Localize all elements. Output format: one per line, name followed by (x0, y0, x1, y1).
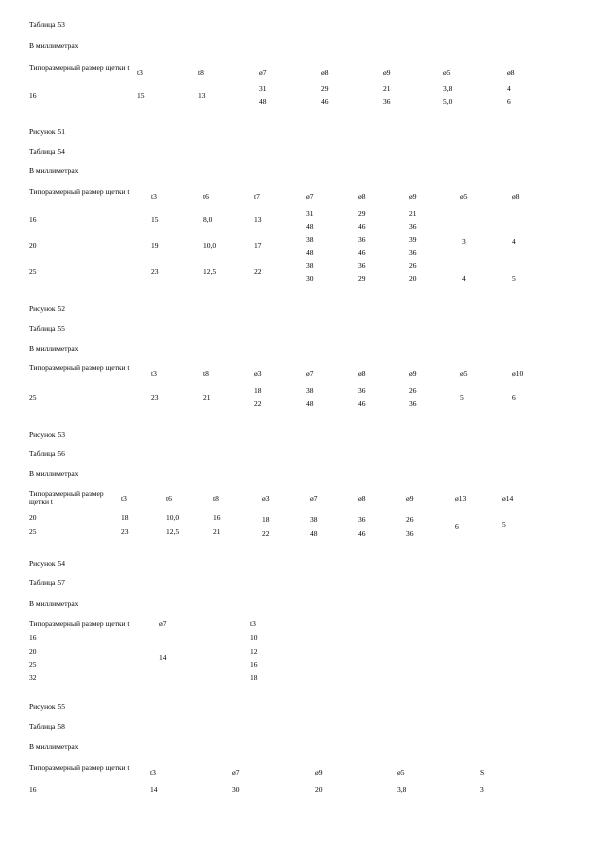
column-header: ø5 (460, 369, 468, 378)
column-header: ø14 (502, 494, 514, 503)
table-cell: 29 (358, 209, 366, 218)
table-cell: 36 (383, 97, 391, 106)
table-cell: 46 (358, 222, 366, 231)
column-header: ø13 (455, 494, 467, 503)
table-title: Таблица 55 (29, 324, 65, 333)
table-unit: В миллиметрах (29, 344, 79, 353)
table-unit: В миллиметрах (29, 41, 79, 50)
table-cell: 23 (121, 527, 129, 536)
table-cell: 12,5 (203, 267, 217, 276)
table-cell: 14 (150, 785, 158, 794)
table-cell: 20 (29, 513, 37, 522)
column-header: ø8 (358, 369, 366, 378)
table-cell: 18 (254, 386, 262, 395)
table-cell: 5,0 (443, 97, 453, 106)
table-cell: 22 (262, 529, 270, 538)
table-cell: 36 (409, 248, 417, 257)
column-header: t3 (250, 619, 256, 628)
table-cell: 6 (512, 393, 516, 402)
column-header: ø10 (512, 369, 524, 378)
column-header: ø9 (383, 68, 391, 77)
table-cell: 38 (306, 235, 314, 244)
table-cell: 36 (406, 529, 414, 538)
table-cell: 10 (250, 633, 258, 642)
table-unit: В миллиметрах (29, 599, 79, 608)
column-header: t3 (150, 768, 156, 777)
table-cell: 18 (250, 673, 258, 682)
column-header: t3 (121, 494, 127, 503)
table-cell: 16 (213, 513, 221, 522)
column-header: t6 (203, 192, 209, 201)
table-cell: 18 (121, 513, 129, 522)
table-cell: 17 (254, 241, 262, 250)
table-cell: 36 (358, 386, 366, 395)
table-cell: 25 (29, 527, 37, 536)
table-unit: В миллиметрах (29, 469, 79, 478)
table-cell: 29 (358, 274, 366, 283)
table-cell: 21 (203, 393, 211, 402)
table-cell: 48 (310, 529, 318, 538)
table-cell: 23 (151, 393, 159, 402)
column-header: S (480, 768, 485, 777)
table-cell: 30 (232, 785, 240, 794)
column-header: Типоразмерный размер щетки t (29, 187, 130, 196)
table-cell: 10,0 (203, 241, 217, 250)
column-header: ø7 (232, 768, 240, 777)
table-cell: 36 (409, 222, 417, 231)
table-cell: 26 (409, 386, 417, 395)
table-cell: 46 (358, 529, 366, 538)
column-header: t3 (137, 68, 143, 77)
table-cell: 36 (358, 261, 366, 270)
table-cell: 38 (310, 515, 318, 524)
table-title: Таблица 53 (29, 20, 65, 29)
table-cell: 19 (151, 241, 159, 250)
column-header: t8 (203, 369, 209, 378)
table-cell: 48 (306, 222, 314, 231)
table-cell: 3,8 (397, 785, 407, 794)
column-header: t3 (151, 369, 157, 378)
table-cell: 3,8 (443, 84, 453, 93)
table-cell: 25 (29, 267, 37, 276)
table-cell: 22 (254, 399, 262, 408)
table-cell: 31 (259, 84, 267, 93)
column-header: ø5 (460, 192, 468, 201)
column-header: ø7 (310, 494, 318, 503)
column-header: ø3 (254, 369, 262, 378)
table-cell: 16 (29, 633, 37, 642)
table-cell: 18 (262, 515, 270, 524)
column-header: ø8 (507, 68, 515, 77)
column-header: t8 (198, 68, 204, 77)
table-cell: 13 (198, 91, 206, 100)
table-cell: 21 (409, 209, 417, 218)
table-cell: 4 (507, 84, 511, 93)
table-cell: 10,0 (166, 513, 180, 522)
column-header: ø9 (409, 192, 417, 201)
column-header: ø9 (409, 369, 417, 378)
figure-caption: Рисунок 53 (29, 430, 65, 439)
table-cell: 36 (409, 399, 417, 408)
table-cell: 5 (502, 520, 506, 529)
table-cell: 21 (383, 84, 391, 93)
table-cell: 13 (254, 215, 262, 224)
table-unit: В миллиметрах (29, 742, 79, 751)
column-header: ø8 (321, 68, 329, 77)
table-cell: 3 (462, 237, 466, 246)
table-unit: В миллиметрах (29, 166, 79, 175)
table-cell: 16 (250, 660, 258, 669)
column-header: t3 (151, 192, 157, 201)
table-cell: 12,5 (166, 527, 180, 536)
table-cell: 20 (409, 274, 417, 283)
table-cell: 16 (29, 215, 37, 224)
table-cell: 48 (306, 248, 314, 257)
column-header: ø9 (315, 768, 323, 777)
column-header: t7 (254, 192, 260, 201)
table-cell: 30 (306, 274, 314, 283)
column-header: t6 (166, 494, 172, 503)
column-header: ø5 (397, 768, 405, 777)
table-cell: 48 (259, 97, 267, 106)
table-cell: 16 (29, 91, 37, 100)
table-title: Таблица 58 (29, 722, 65, 731)
column-header: ø9 (406, 494, 414, 503)
table-cell: 22 (254, 267, 262, 276)
table-cell: 46 (358, 399, 366, 408)
table-title: Таблица 54 (29, 147, 65, 156)
column-header: ø7 (259, 68, 267, 77)
figure-caption: Рисунок 51 (29, 127, 65, 136)
column-header: Типоразмерный размер щетки t (29, 763, 130, 772)
table-cell: 38 (306, 261, 314, 270)
table-cell: 46 (321, 97, 329, 106)
column-header: ø5 (443, 68, 451, 77)
table-cell: 4 (462, 274, 466, 283)
table-cell: 15 (137, 91, 145, 100)
table-cell: 15 (151, 215, 159, 224)
table-cell: 20 (315, 785, 323, 794)
table-title: Таблица 56 (29, 449, 65, 458)
table-cell: 8,0 (203, 215, 213, 224)
table-cell: 14 (159, 653, 167, 662)
table-cell: 39 (409, 235, 417, 244)
table-cell: 31 (306, 209, 314, 218)
column-header: ø3 (262, 494, 270, 503)
table-cell: 46 (358, 248, 366, 257)
figure-caption: Рисунок 55 (29, 702, 65, 711)
table-cell: 29 (321, 84, 329, 93)
table-cell: 26 (409, 261, 417, 270)
table-cell: 48 (306, 399, 314, 408)
table-cell: 36 (358, 235, 366, 244)
column-header: ø7 (159, 619, 167, 628)
table-cell: 21 (213, 527, 221, 536)
table-cell: 36 (358, 515, 366, 524)
column-header: ø8 (358, 192, 366, 201)
column-header: Типоразмерный размер щетки t (29, 489, 104, 506)
figure-caption: Рисунок 52 (29, 304, 65, 313)
table-cell: 26 (406, 515, 414, 524)
table-cell: 25 (29, 393, 37, 402)
table-cell: 6 (507, 97, 511, 106)
table-cell: 5 (512, 274, 516, 283)
table-cell: 23 (151, 267, 159, 276)
table-cell: 25 (29, 660, 37, 669)
figure-caption: Рисунок 54 (29, 559, 65, 568)
column-header: t8 (213, 494, 219, 503)
table-cell: 4 (512, 237, 516, 246)
column-header: Типоразмерный размер щетки t (29, 619, 130, 628)
table-cell: 20 (29, 647, 37, 656)
column-header: Типоразмерный размер щетки t (29, 363, 130, 372)
table-cell: 32 (29, 673, 37, 682)
table-cell: 38 (306, 386, 314, 395)
column-header: ø7 (306, 192, 314, 201)
table-cell: 5 (460, 393, 464, 402)
column-header: Типоразмерный размер щетки t (29, 63, 130, 72)
table-cell: 20 (29, 241, 37, 250)
table-title: Таблица 57 (29, 578, 65, 587)
table-cell: 16 (29, 785, 37, 794)
table-cell: 12 (250, 647, 258, 656)
table-cell: 3 (480, 785, 484, 794)
column-header: ø7 (306, 369, 314, 378)
column-header: ø8 (512, 192, 520, 201)
column-header: ø8 (358, 494, 366, 503)
table-cell: 6 (455, 522, 459, 531)
